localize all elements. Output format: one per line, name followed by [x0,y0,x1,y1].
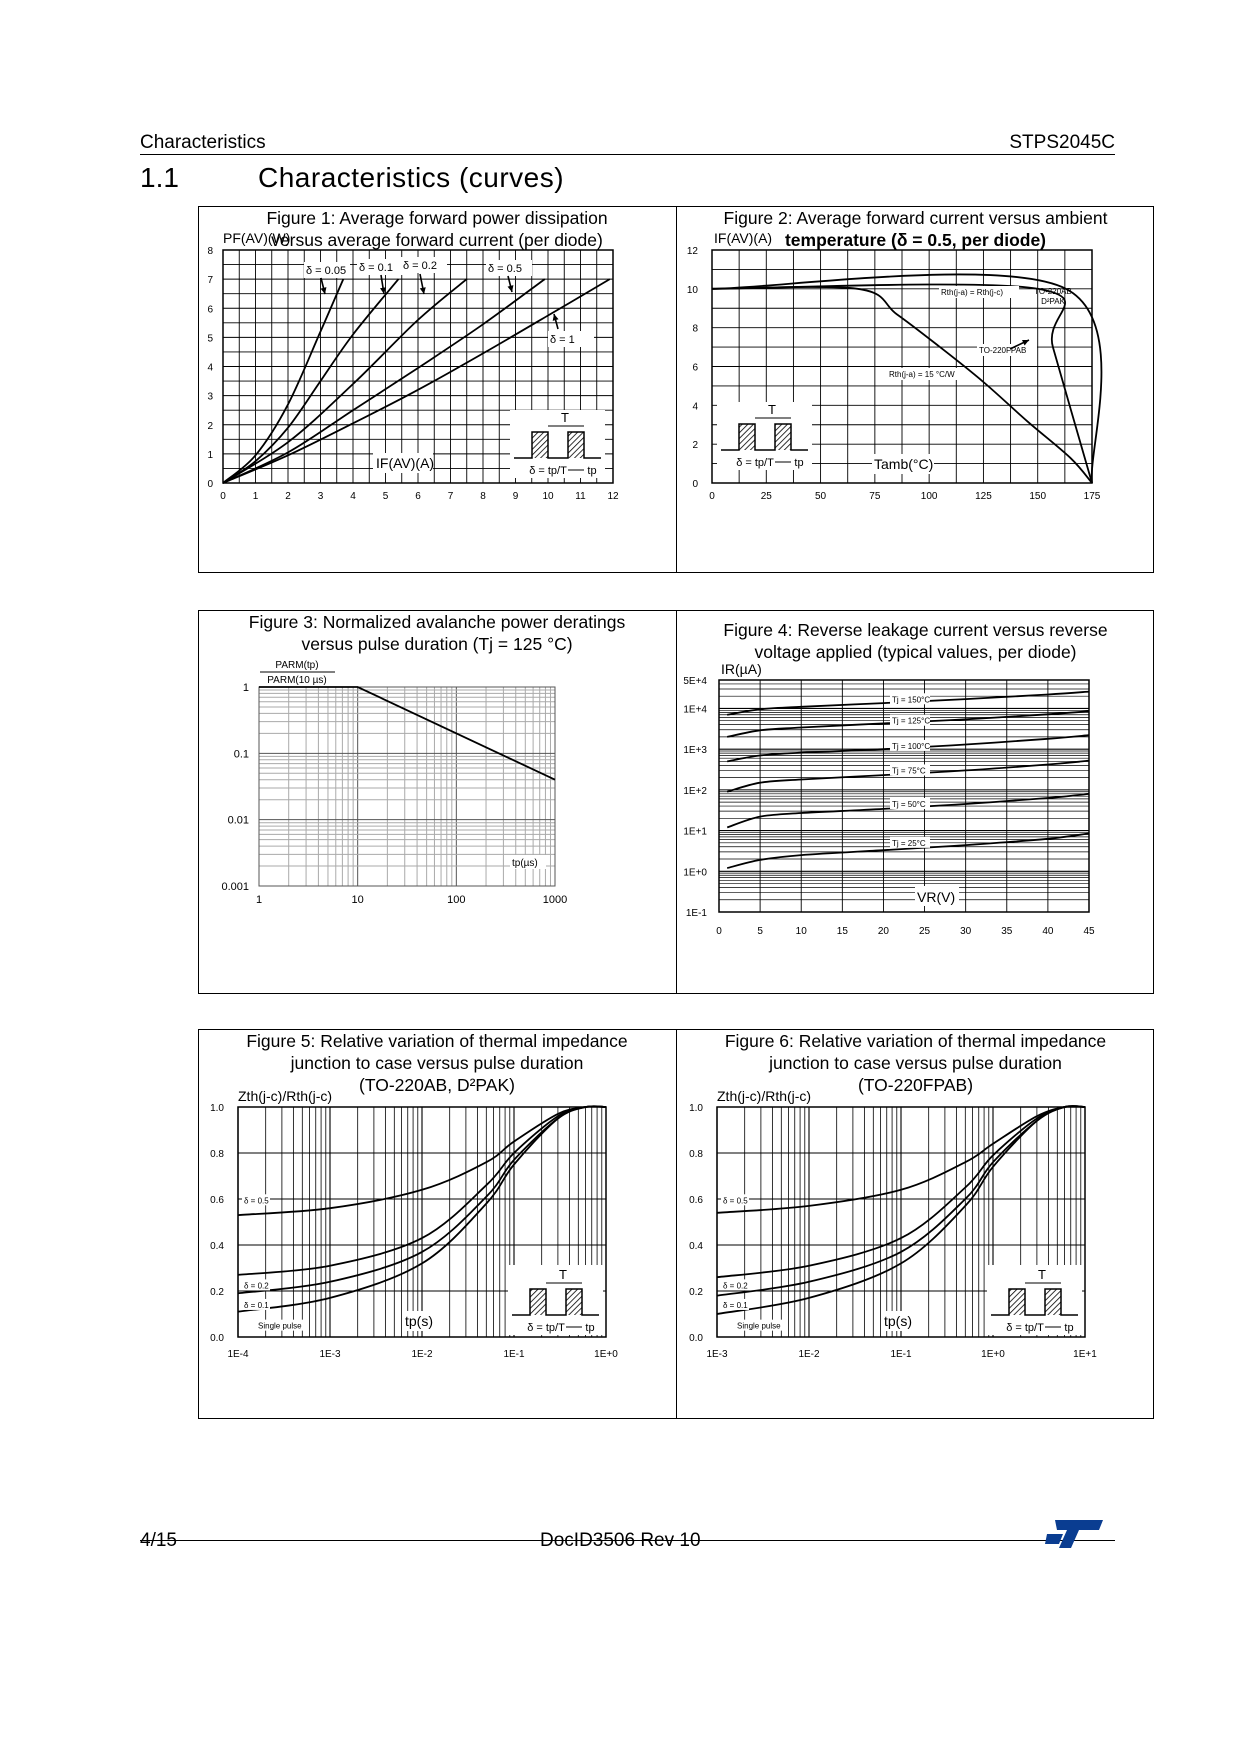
figure-6-chart [677,1029,1154,1419]
x-tick-label: 1E-1 [503,1349,525,1360]
y-tick-label: 1E+0 [683,867,707,879]
x-axis-label: tp(s) [884,1313,912,1329]
y-tick-label: 1.0 [689,1103,703,1114]
doc-id: DocID3506 Rev 10 [540,1530,701,1551]
y-tick-label: 8 [207,246,213,257]
f6-inset-eq: δ = tp/T [1006,1322,1044,1334]
y-axis-label: IF(AV)(A) [714,230,773,246]
f5-inset-eq: δ = tp/T [527,1322,565,1334]
f1-inset-eq: δ = tp/T [529,465,567,477]
y-tick-label: 1.0 [210,1103,224,1114]
figure-1-chart [198,206,676,573]
f5-inset-T: T [559,1267,567,1282]
x-tick-label: 1 [252,491,259,502]
x-tick-label: 25 [918,926,931,937]
x-tick-label: 1E+0 [981,1349,1005,1360]
x-tick-label: 25 [760,491,772,502]
x-tick-label: 40 [1042,926,1054,937]
figure-2-chart [677,206,1154,573]
curve-label-0: δ = 0.05 [306,265,347,277]
figure-4-title-line1: Figure 4: Reverse leakage current versus reverse [723,620,1108,640]
y-label-denominator: PARM(10 µs) [267,675,327,686]
y-axis-label: Zth(j-c)/Rth(j-c) [238,1088,333,1104]
x-tick-label: 20 [877,926,890,937]
x-tick-label: 100 [920,491,938,502]
page-number: 4/15 [140,1530,177,1551]
f5-inset-hatch-2 [566,1289,582,1315]
x-axis-label: IF(AV)(A) [376,455,435,471]
figure-1 [198,206,676,573]
y-tick-label: 0.8 [210,1149,224,1160]
x-tick-label: 9 [512,491,519,502]
y-tick-label: 0.4 [210,1241,224,1252]
y-tick-label: 1 [207,449,213,461]
x-tick-label: 4 [350,491,356,502]
curve-label-1: δ = 0.1 [359,262,393,274]
y-tick-label: 1E+3 [683,745,707,757]
y-tick-label: 2 [207,420,213,432]
figure-6-title-line3: (TO-220FPAB) [857,1075,974,1095]
figure-3 [198,610,676,994]
x-tick-label: 1 [255,894,263,906]
x-tick-label: 1E-4 [227,1349,249,1360]
figure-4 [677,610,1154,994]
x-axis-label: Tamb(°C) [874,456,934,472]
x-tick-label: 6 [415,491,421,502]
arrow-2-head [420,287,426,294]
x-tick-label: 10 [795,926,807,937]
y-tick-label: 4 [692,401,698,413]
x-tick-label: 11 [575,491,586,502]
y-axis-label: PF(AV)(W) [223,230,291,246]
figure-3-plot-group [221,660,567,906]
y-tick-label: 1E+1 [683,826,707,838]
figure-5-title-line3: (TO-220AB, D²PAK) [359,1075,515,1095]
y-tick-label: 6 [692,362,698,374]
section-number: 1.1 [140,162,179,193]
f2-inset-eq: δ = tp/T [736,457,774,469]
curve-label-0: δ = 0.5 [723,1196,748,1206]
figure-3-chart [198,610,676,994]
x-tick-label: 1E-3 [706,1349,728,1360]
curve-label-3: Single pulse [258,1321,302,1331]
curve-label-3: TO-220FPAB [979,346,1027,355]
x-tick-label: 100 [447,894,466,906]
figure-2 [677,206,1154,573]
x-tick-label: 1E-2 [798,1349,820,1360]
x-tick-label: 0 [220,491,226,502]
f6-inset-hatch-1 [1009,1289,1025,1315]
curve-label-2: δ = 0.1 [244,1300,269,1310]
f2-inset-hatch-1 [739,424,755,450]
x-tick-label: 50 [815,491,827,502]
figure-6-title-line1: Figure 6: Relative variation of thermal impedance [724,1031,1107,1051]
curve-label-0: δ = 0.5 [244,1196,269,1206]
y-tick-label: 3 [207,391,213,403]
figure-3-title-line2: versus pulse duration (Tj = 125 °C) [301,634,573,654]
x-tick-label: 1000 [542,894,568,906]
y-axis-label: Zth(j-c)/Rth(j-c) [717,1088,812,1104]
x-tick-label: 10 [542,491,554,502]
figure-5-chart [198,1029,676,1419]
y-tick-label: 2 [692,440,698,452]
x-tick-label: 175 [1083,491,1101,502]
y-tick-label: 5 [207,333,213,345]
section-title: Characteristics (curves) [258,162,565,193]
figure-6 [677,1029,1154,1419]
curve-label-2: D²PAK [1041,297,1065,306]
f5-inset-hatch-1 [530,1289,546,1315]
x-tick-label: 35 [1001,926,1013,937]
y-axis-label: IR(µA) [721,661,762,677]
y-tick-label: 0 [207,479,213,490]
figure-5 [198,1029,676,1419]
y-tick-label: 10 [686,284,698,296]
f6-inset-hatch-2 [1045,1289,1061,1315]
curve-label-1: Tj = 125°C [892,716,931,726]
x-axis-label: tp(µs) [512,858,538,869]
f5-inset-tp: tp [585,1322,595,1334]
x-tick-label: 0 [716,926,722,937]
curve-label-3: Tj = 75°C [892,766,926,776]
f6-inset-T: T [1038,1267,1046,1282]
x-tick-label: 1E-3 [319,1349,341,1360]
y-tick-label: 0.4 [689,1241,703,1252]
curve-label-3: δ = 0.5 [488,263,522,275]
figure-3-title-line1: Figure 3: Normalized avalanche power deratings [248,612,626,632]
x-tick-label: 10 [351,894,364,906]
y-tick-label: 0.6 [689,1195,703,1206]
figure-5-title-line1: Figure 5: Relative variation of thermal impedance [246,1031,628,1051]
y-tick-label: 0.2 [210,1287,224,1298]
f2-inset-hatch-2 [775,424,791,450]
y-tick-label: 4 [207,362,213,374]
y-tick-label: 0.8 [689,1149,703,1160]
curve-label-4: Tj = 50°C [892,799,926,809]
f1-inset-hatch-1 [532,432,548,458]
y-tick-label: 1 [242,682,249,694]
y-tick-label: 0.01 [227,814,249,827]
figure-2-title-line2-text: temperature (δ = 0.5, per diode) [784,230,1047,250]
x-tick-label: 7 [447,491,454,502]
x-tick-label: 1E+0 [594,1349,618,1360]
y-label-numerator: PARM(tp) [275,660,319,671]
header-rule [140,154,1115,155]
f2-inset-tp: tp [794,457,804,469]
x-tick-label: 15 [836,926,848,937]
f6-inset-tp: tp [1064,1322,1074,1334]
y-tick-label: 0.2 [689,1287,703,1298]
curve-label-3: Single pulse [737,1321,781,1331]
x-tick-label: 12 [607,491,619,502]
x-tick-label: 5 [757,926,763,937]
x-tick-label: 8 [480,491,486,502]
f1-inset-T: T [561,410,569,425]
curve-label-2: δ = 0.1 [723,1300,748,1310]
header-part-number: STPS2045C [1009,132,1115,153]
curve-label-0: Tj = 150°C [892,695,931,705]
x-tick-label: 75 [869,491,881,502]
x-tick-label: 2 [285,491,291,502]
curve-label-2: δ = 0.2 [403,260,437,272]
y-tick-label: 7 [207,275,213,287]
x-tick-label: 1E+1 [1073,1349,1097,1360]
y-tick-label: 0 [692,479,698,490]
y-tick-label: 0.1 [233,748,249,761]
x-tick-label: 125 [975,491,992,502]
figure-1-title-line2: versus average forward current (per diode) [271,230,603,250]
x-tick-label: 3 [317,491,324,502]
x-tick-label: 45 [1083,926,1095,937]
st-logo [1045,1516,1105,1550]
y-tick-label: 1E-1 [685,908,707,919]
y-tick-label: 0.001 [221,881,249,893]
curve-label-5: Tj = 25°C [892,838,926,848]
y-tick-label: 0.6 [210,1195,224,1206]
y-tick-label: 6 [207,304,213,316]
x-axis-label: tp(s) [405,1313,433,1329]
x-tick-label: 1E-2 [411,1349,433,1360]
curve-label-1: TO-220AB [1034,287,1072,296]
curve-label-1: δ = 0.2 [244,1281,269,1291]
y-tick-label: 5E+4 [683,676,707,687]
f1-inset-hatch-2 [568,432,584,458]
curve-label-1: δ = 0.2 [723,1281,748,1291]
y-tick-label: 12 [686,246,698,257]
st-logo-shape-2 [1045,1534,1063,1544]
curve-label-0: Rth(j-a) = Rth(j-c) [941,288,1004,297]
figure-2-title-line1: Figure 2: Average forward current versus ambient [723,208,1108,228]
x-tick-label: 0 [709,491,715,502]
figure-4-chart [677,610,1154,994]
y-tick-label: 8 [692,323,698,335]
figure-4-title-line2: voltage applied (typical values, per diode) [754,642,1077,662]
figure-6-title-line2: junction to case versus pulse duration [769,1053,1062,1073]
x-tick-label: 5 [382,491,389,502]
curve-label-4: Rth(j-a) = 15 °C/W [889,370,955,379]
y-tick-label: 0.0 [210,1333,224,1344]
curve-label-4: δ = 1 [550,334,575,346]
x-tick-label: 30 [960,926,972,937]
figure-1-title-line1: Figure 1: Average forward power dissipation [266,208,608,228]
x-tick-label: 1E-1 [890,1349,912,1360]
y-tick-label: 1E+4 [683,704,707,716]
y-tick-label: 0.0 [689,1333,703,1344]
header-section-label: Characteristics [140,132,266,153]
f1-inset-tp: tp [587,465,597,477]
f2-inset-T: T [768,402,776,417]
curve-label-2: Tj = 100°C [892,741,931,751]
x-axis-label: VR(V) [917,889,956,905]
x-tick-label: 150 [1029,491,1047,502]
figure-5-title-line2: junction to case versus pulse duration [290,1053,584,1073]
y-tick-label: 1E+2 [683,785,707,797]
